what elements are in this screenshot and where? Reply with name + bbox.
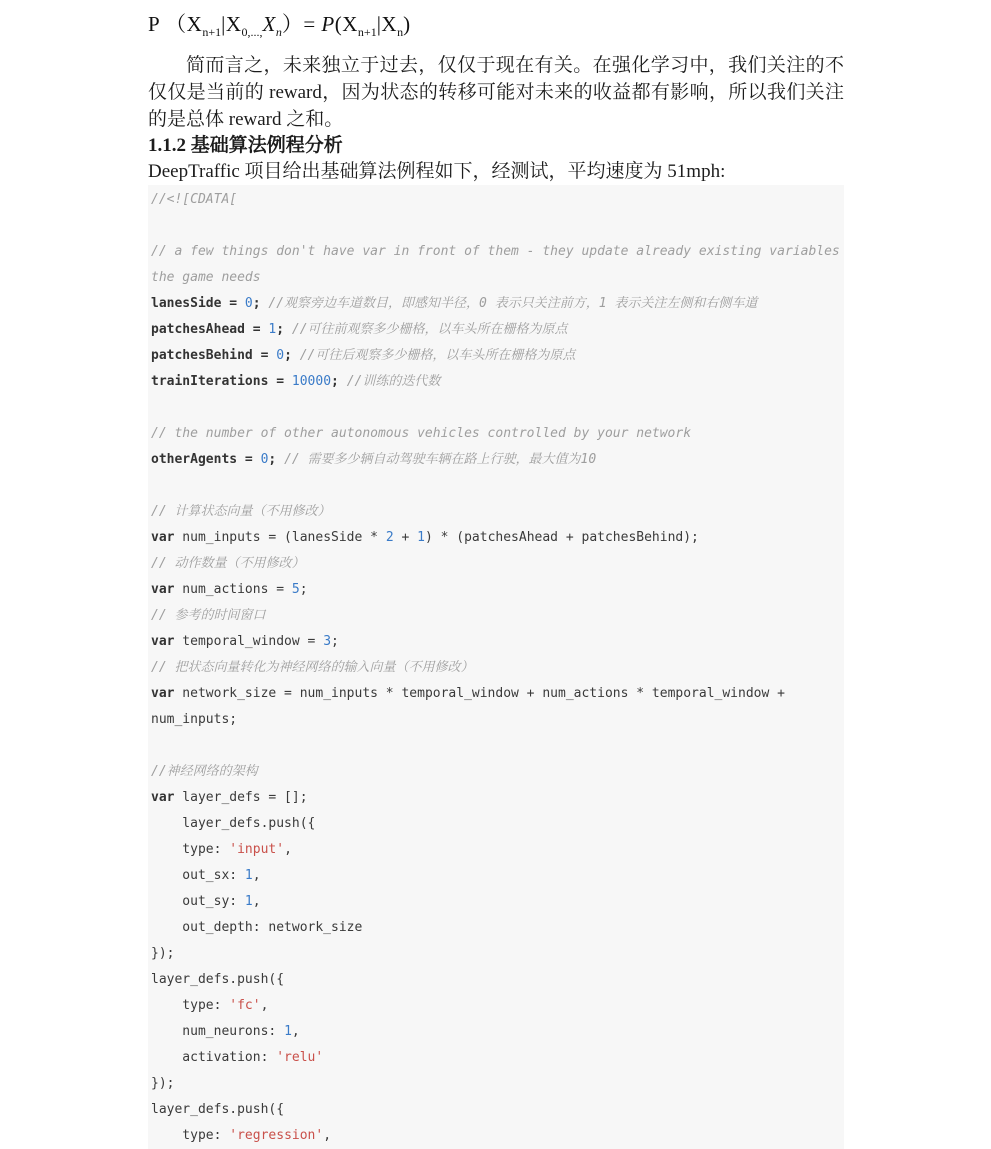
code-line [151,369,844,395]
code-line [151,213,844,239]
code-line [151,603,844,629]
code-token: var [151,530,175,545]
code-token: ; [252,296,269,311]
code-token: , [291,1024,300,1039]
code-token: out_sx: [151,868,245,883]
code-token: //<![CDATA[ [151,192,238,207]
code-line [151,551,844,577]
code-token: 0 [276,348,285,363]
code-token: // a few things don't have var in front of them - they update already existing variables [151,244,840,259]
code-token: layer_defs.push({ [151,816,316,831]
code-line [151,525,844,551]
code-line [151,655,844,681]
formula-segment: X [262,12,276,36]
code-token: 1 [284,1024,292,1039]
code-token: var [151,634,175,649]
formula-segment: |X [376,12,398,36]
formula-segment: n [275,25,282,39]
formula-segment: | [221,12,226,36]
code-token: layer_defs.push({ [151,1102,285,1117]
formula-segment: X [186,12,203,36]
code-line [151,707,844,733]
code-token: }); [151,1076,175,1091]
code-line [151,473,844,499]
code-line [151,733,844,759]
code-line [151,187,844,213]
code-token: ; [268,452,285,467]
code-line [151,785,844,811]
code-token: //观察旁边车道数目，即感知半径，0 表示只关注前方，1 表示关注左侧和右侧车道 [268,296,758,311]
formula-segment: 0,..., [241,25,263,39]
code-token: temporal_window = [174,634,324,649]
code-token: 1 [417,530,425,545]
formula-segment: ）= [281,12,322,36]
code-token: num_neurons: [151,1024,285,1039]
section-heading: 1.1.2 基础算法例程分析 [148,135,343,156]
formula-segment: n+1 [357,25,377,39]
code-line [151,1019,844,1045]
code-line [151,343,844,369]
code-token: // 需要多少辆自动驾驶车辆在路上行驶，最大值为10 [284,452,597,467]
code-line [151,1097,844,1123]
code-line [151,863,844,889]
code-line [151,759,844,785]
markov-formula [148,8,844,40]
code-line [151,1071,844,1097]
code-token: ; [284,348,300,363]
code-token: // 把状态向量转化为神经网络的输入向量（不用修改） [151,660,474,675]
code-token: num_inputs = (lanesSide * [174,530,386,545]
code-token: out_depth: network_size [151,920,363,935]
code-token: patchesAhead = [151,322,269,337]
code-token: ) * (patchesAhead + patchesBehind); [424,530,699,545]
code-token: num_actions = [174,582,292,597]
code-token: var [151,582,175,597]
code-line [151,837,844,863]
code-token: , [252,894,261,909]
code-token: type: [151,1128,230,1143]
code-token: , [260,998,269,1013]
formula-segment: n [397,25,404,39]
code-line [151,499,844,525]
code-token: // 参考的时间窗口 [151,608,266,623]
code-token: layer_defs = []; [174,790,308,805]
code-token: network_size = num_inputs * temporal_window + num_actions * temporal_window + [174,686,785,701]
code-token: var [151,790,175,805]
code-token: activation: [151,1050,277,1065]
code-line [151,967,844,993]
code-token: 1 [244,894,253,909]
code-token: ; [299,582,308,597]
code-token: //可往前观察多少栅格，以车头所在栅格为原点 [291,322,568,337]
code-token: 'input' [229,842,285,857]
code-line [151,915,844,941]
code-token: 3 [323,634,332,649]
code-token: + [393,530,418,545]
code-line [151,941,844,967]
code-token: patchesBehind = [151,348,277,363]
formula-segment: ) [403,12,411,36]
code-token: type: [151,842,230,857]
code-line [151,265,844,291]
code-token: , [252,868,261,883]
code-line [151,811,844,837]
paragraph: 简而言之，未来独立于过去，仅仅于现在有关。在强化学习中，我们关注的不仅仅是当前的 reward，因为状态的转移可能对未来的收益都有影响，所以我们关注的是总体 reward 之和。 [148,55,844,130]
code-token: 2 [385,530,394,545]
formula-segment: （ [165,12,187,36]
code-line [151,681,844,707]
code-line [151,421,844,447]
code-token: var [151,686,175,701]
code-line [151,889,844,915]
code-line [151,629,844,655]
code-line [151,993,844,1019]
code-token: out_sy: [151,894,245,909]
code-token: , [284,842,292,857]
formula-segment: (X [334,12,358,36]
formula-segment: X [225,12,242,36]
code-token: num_inputs; [151,712,238,727]
code-token: 1 [244,868,253,883]
code-token: 'relu' [276,1050,324,1065]
formula-segment: n+1 [202,25,222,39]
page-content [148,0,844,1149]
code-token: ; [331,634,339,649]
code-token: //神经网络的架构 [151,764,258,779]
code-line [151,1045,844,1071]
code-token: //可往后观察多少栅格，以车头所在栅格为原点 [299,348,576,363]
code-line [151,1123,844,1149]
code-token: // 动作数量（不用修改） [151,556,305,571]
code-line [151,395,844,421]
code-line [151,239,844,265]
code-token: trainIterations = [151,374,292,389]
code-token: // 计算状态向量（不用修改） [151,504,331,519]
code-token: 'regression' [229,1128,324,1143]
code-token: lanesSide = [151,296,245,311]
code-token: ; [331,374,347,389]
formula-segment: P [148,12,166,36]
code-token: // the number of other autonomous vehicles controlled by your network [151,426,692,441]
code-token: ; [276,322,292,337]
intro-text: DeepTraffic 项目给出基础算法例程如下，经测试，平均速度为 51mph: [148,161,726,182]
code-line [151,577,844,603]
code-token: }); [151,946,175,961]
code-token: 0 [260,452,269,467]
code-line [151,447,844,473]
code-token: 1 [268,322,277,337]
code-line [151,317,844,343]
code-token: 'fc' [229,998,261,1013]
code-token: the game needs [151,270,261,285]
code-block [148,185,844,1149]
code-token: 5 [291,582,300,597]
code-token: , [323,1128,332,1143]
code-token: 0 [244,296,253,311]
formula-segment: P [321,12,335,36]
code-token: layer_defs.push({ [151,972,285,987]
code-token: //训练的迭代数 [346,374,441,389]
code-line [151,291,844,317]
code-token: 10000 [291,374,332,389]
code-token: type: [151,998,230,1013]
code-token: otherAgents = [151,452,261,467]
